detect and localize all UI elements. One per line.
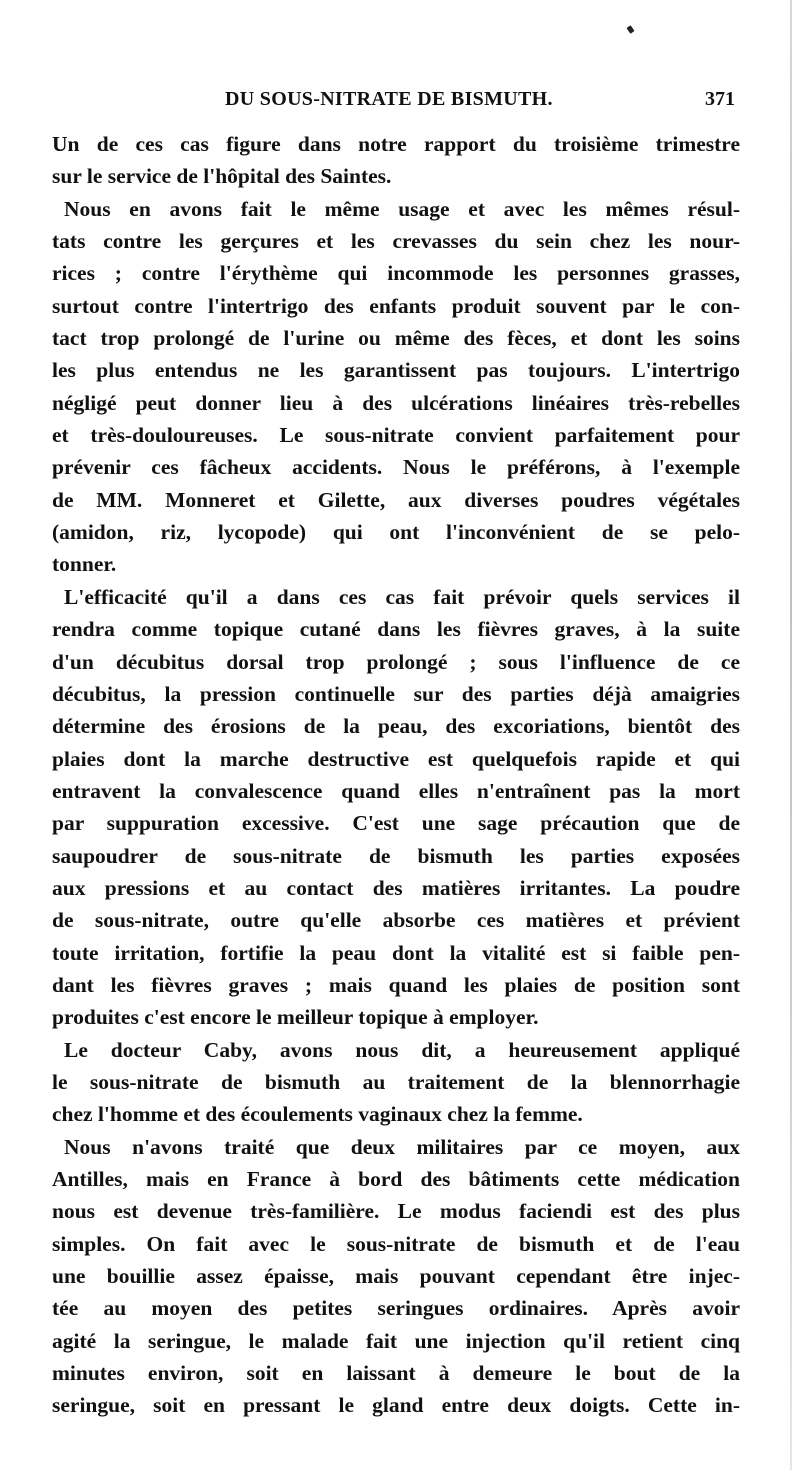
text-line: plaies dont la marche destructive est quelquefois rapide et qui xyxy=(52,746,740,771)
text-line: et très-douloureuses. Le sous-nitrate convient parfaitement pour xyxy=(52,423,740,448)
text-line: les plus entendus ne les garantissent pas toujours. L'intertrigo xyxy=(52,358,740,383)
text-line: d'un décubitus dorsal trop prolongé ; sous l'influence de ce xyxy=(52,649,740,674)
text-line: tats contre les gerçures et les crevasses du sein chez les nour- xyxy=(52,229,740,254)
text-line: tée au moyen des petites seringues ordinaires. Après avoir xyxy=(52,1296,740,1321)
text-line: saupoudrer de sous-nitrate de bismuth les parties exposées xyxy=(52,843,740,868)
text-line: prévenir ces fâcheux accidents. Nous le préférons, à l'exemple xyxy=(52,455,740,480)
running-head xyxy=(225,88,735,116)
text-line: de MM. Monneret et Gilette, aux diverses poudres végétales xyxy=(52,487,740,512)
text-line: par suppuration excessive. C'est une sage précaution que de xyxy=(52,811,740,836)
text-line: Antilles, mais en France à bord des bâtiments cette médication xyxy=(52,1167,740,1191)
body-text xyxy=(52,128,740,1422)
text-line: surtout contre l'intertrigo des enfants produit souvent par le con- xyxy=(52,293,740,318)
text-line: nous est devenue très-familière. Le modus faciendi est des plus xyxy=(52,1199,740,1224)
text-line: rendra comme topique cutané dans les fièvres graves, à la suite xyxy=(52,617,740,642)
text-line: seringue, soit en pressant le gland entre deux doigts. Cette in- xyxy=(52,1393,740,1418)
text-line: Un de ces cas figure dans notre rapport du troisième trimestre xyxy=(52,132,740,156)
text-line: détermine des érosions de la peau, des excoriations, bientôt des xyxy=(52,714,740,739)
text-line: aux pressions et au contact des matières irritantes. La poudre xyxy=(52,875,740,900)
text-line: rices ; contre l'érythème qui incommode les personnes grasses, xyxy=(52,261,740,286)
text-line: Nous n'avons traité que deux militaires par ce moyen, aux xyxy=(64,1134,740,1159)
text-line: produites c'est encore le meilleur topique à employer. xyxy=(52,1005,539,1030)
text-line: décubitus, la pression continuelle sur des parties déjà amaigries xyxy=(52,681,740,706)
text-line: tonner. xyxy=(52,552,117,577)
text-line: négligé peut donner lieu à des ulcérations linéaires très-rebelles xyxy=(52,390,740,415)
text-line: entravent la convalescence quand elles n'entraînent pas la mort xyxy=(52,778,740,803)
text-line: toute irritation, fortifie la peau dont la vitalité est si faible pen- xyxy=(52,940,740,965)
text-line: tact trop prolongé de l'urine ou même des fèces, et dont les soins xyxy=(52,326,740,351)
text-line: minutes environ, soit en laissant à demeure le bout de la xyxy=(52,1361,740,1386)
text-line: sur le service de l'hôpital des Saintes. xyxy=(52,164,392,189)
text-line: une bouillie assez épaisse, mais pouvant cependant être injec- xyxy=(52,1264,740,1289)
text-line: (amidon, riz, lycopode) qui ont l'inconvénient de se pelo- xyxy=(52,520,740,545)
text-line: Nous en avons fait le même usage et avec les mêmes résul- xyxy=(64,196,740,221)
ink-speck xyxy=(626,25,634,34)
text-line: simples. On fait avec le sous-nitrate de bismuth et de l'eau xyxy=(52,1231,740,1256)
text-line: Le docteur Caby, avons nous dit, a heureusement appliqué xyxy=(64,1037,740,1062)
text-line: agité la seringue, le malade fait une injection qu'il retient cinq xyxy=(52,1328,740,1353)
running-title: DU SOUS-NITRATE DE BISMUTH. xyxy=(225,88,553,110)
page-number: 371 xyxy=(705,88,735,110)
text-line: dant les fièvres graves ; mais quand les plaies de position sont xyxy=(52,972,740,997)
text-line: chez l'homme et des écoulements vaginaux chez la femme. xyxy=(52,1102,583,1127)
text-line: L'efficacité qu'il a dans ces cas fait prévoir quels services il xyxy=(64,584,740,609)
text-line: de sous-nitrate, outre qu'elle absorbe ces matières et prévient xyxy=(52,908,740,933)
page-edge-shadow xyxy=(790,0,792,1470)
text-line: le sous-nitrate de bismuth au traitement de la blennorrhagie xyxy=(52,1069,740,1094)
